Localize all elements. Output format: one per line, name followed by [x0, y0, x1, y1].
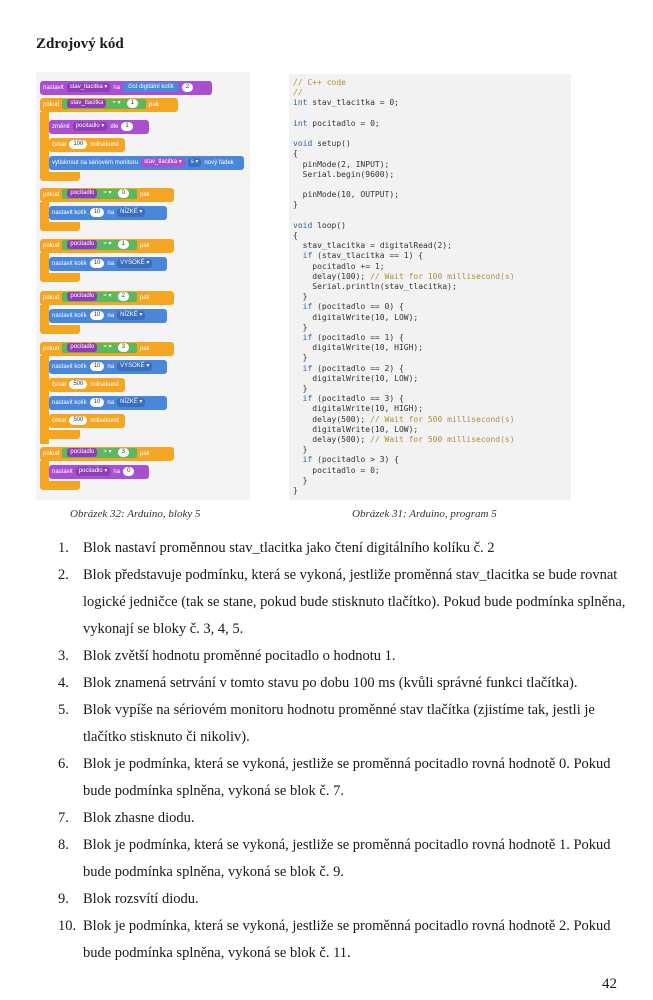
if-block[interactable]: pokud pocitadlo = ▾ 3 pak — [40, 342, 174, 356]
list-item — [58, 643, 628, 670]
if-block-footer — [40, 481, 80, 490]
wait-block[interactable]: čekat 500 milisekund — [49, 414, 125, 428]
if-block-footer — [40, 325, 80, 334]
list-item-number: 10. — [58, 918, 77, 934]
code-line: int pocitadlo = 0; — [293, 118, 380, 128]
if-block-arm — [40, 253, 49, 273]
code-figure — [289, 74, 571, 500]
code-line: if (pocitadlo == 2) { — [302, 363, 404, 373]
list-item-text: Blok znamená setrvání v tomto stavu po dobu 100 ms (kvůli správné funkci tlačítka). — [83, 675, 578, 691]
code-line: delay(100); // Wait for 100 millisecond(s) — [293, 271, 515, 281]
code-line: digitalWrite(10, LOW); — [293, 424, 419, 434]
page-number: 42 — [602, 976, 617, 992]
code-line: if (pocitadlo == 3) { — [302, 394, 404, 404]
code-line: delay(500); // Wait for 500 millisecond(s) — [293, 414, 515, 424]
set-pin-block[interactable]: nastavit kolík 10 na NÍZKÉ ▾ — [49, 396, 167, 410]
code-line: pocitadlo = 0; — [293, 465, 380, 475]
list-item-number: 6. — [58, 756, 69, 772]
wait-block[interactable]: čekat 500 milisekund — [49, 378, 125, 392]
code-line: pinMode(2, INPUT); — [293, 159, 390, 169]
code-line: if (stav_tlacitka == 1) { — [302, 251, 424, 261]
list-item — [58, 562, 628, 643]
section-heading: Zdrojový kód — [36, 36, 124, 52]
set-pin-block[interactable]: nastavit kolík 10 na VYSOKÉ ▾ — [49, 360, 167, 374]
if-block[interactable]: pokud pocitadlo > ▾ 3 pak — [40, 447, 174, 461]
code-line: { — [293, 149, 298, 159]
list-item-number: 5. — [58, 702, 69, 718]
code-line: void loop() — [293, 220, 346, 230]
list-item-number: 3. — [58, 648, 69, 664]
code-line: delay(500); // Wait for 500 millisecond(s) — [293, 435, 515, 444]
set-pin-block[interactable]: nastavit kolík 10 na VYSOKÉ ▾ — [49, 257, 167, 271]
code-line: stav_tlacitka = digitalRead(2); — [293, 241, 452, 251]
if-block[interactable]: pokud pocitadlo = ▾ 1 pak — [40, 239, 174, 253]
list-item-text: Blok nastaví proměnnou stav_tlacitka jako čtení digitálního kolíku č. 2 — [83, 540, 495, 556]
code-line: } — [293, 200, 298, 210]
if-block[interactable]: pokud stav_tlacitka = ▾ 1 pak — [40, 98, 178, 112]
set-pin-block[interactable]: nastavit kolík 10 na NÍZKÉ ▾ — [49, 309, 167, 323]
code-line: digitalWrite(10, LOW); — [293, 312, 419, 322]
set-pin-block[interactable]: nastavit kolík 10 na NÍZKÉ ▾ — [49, 206, 167, 220]
list-item — [58, 913, 628, 967]
if-block-arm — [40, 202, 49, 222]
code-line: // C++ code — [293, 78, 346, 87]
blocks-figure — [36, 72, 250, 500]
serial-print-block[interactable]: vytisknout na sériovém monitoru stav_tlacitka ▾ s ▾ nový řádek — [49, 156, 244, 170]
code-line: // — [293, 88, 303, 98]
list-item-text: Blok je podmínka, která se vykoná, jestliže se proměnná pocitadlo rovná hodnotě 0. Pokud bude podmínka splněna, vykoná se blok č. 7. — [83, 756, 611, 799]
code-line: } — [293, 292, 308, 302]
code-line: } — [293, 353, 308, 363]
list-item — [58, 886, 628, 913]
wait-block[interactable]: čekat 100 milisekund — [49, 138, 125, 152]
code-figure-caption: Obrázek 31: Arduino, program 5 — [352, 508, 497, 520]
code-line: digitalWrite(10, HIGH); — [293, 343, 424, 353]
list-item-text: Blok je podmínka, která se vykoná, jestliže se proměnná pocitadlo rovná hodnotě 1. Pokud bude podmínka splněna, vykoná se blok č. 9. — [83, 837, 611, 880]
list-item-text: Blok rozsvítí diodu. — [83, 891, 199, 907]
list-item — [58, 535, 628, 562]
list-item — [58, 670, 628, 697]
description-list — [58, 535, 628, 967]
code-line: { — [293, 231, 298, 240]
code-line: } — [293, 445, 308, 455]
code-line: pinMode(10, OUTPUT); — [293, 190, 399, 200]
list-item — [58, 751, 628, 805]
set-variable-block[interactable]: nastavit stav_tlacitka ▾ na číst digitální kolík 2 — [40, 81, 212, 95]
if-block-footer — [40, 222, 80, 231]
list-item-text: Blok je podmínka, která se vykoná, jestliže se proměnná pocitadlo rovná hodnotě 2. Pokud bude podmínka splněna, vykoná se blok č. 11. — [83, 918, 611, 961]
code-line: pocitadlo += 1; — [293, 261, 385, 271]
list-item-number: 8. — [58, 837, 69, 853]
blocks-figure-caption: Obrázek 32: Arduino, bloky 5 — [70, 508, 201, 520]
code-line: } — [293, 475, 308, 485]
code-line: digitalWrite(10, LOW); — [293, 373, 419, 383]
code-line: Serial.println(stav_tlacitka); — [293, 282, 457, 291]
list-item-number: 4. — [58, 675, 69, 691]
code-line: int stav_tlacitka = 0; — [293, 98, 399, 108]
list-item-number: 7. — [58, 810, 69, 826]
change-variable-block[interactable]: změnit pocitadlo ▾ dle 1 — [49, 120, 149, 134]
if-block[interactable]: pokud pocitadlo = ▾ 0 pak — [40, 188, 174, 202]
list-item — [58, 832, 628, 886]
list-item-number: 9. — [58, 891, 69, 907]
list-item-text: Blok zvětší hodnotu proměnné pocitadlo o hodnotu 1. — [83, 648, 396, 664]
if-block-footer — [40, 172, 80, 181]
list-item-text: Blok zhasne diodu. — [83, 810, 195, 826]
list-item — [58, 805, 628, 832]
code-line: if (pocitadlo == 1) { — [302, 333, 404, 342]
set-variable-block[interactable]: nastavit pocitadlo ▾ na 0 — [49, 465, 149, 479]
code-line: } — [293, 384, 308, 393]
if-block-arm — [40, 305, 49, 325]
code-line: if (pocitadlo > 3) { — [302, 455, 399, 465]
code-line: } — [293, 486, 298, 495]
if-block-footer — [40, 430, 80, 439]
code-line: void setup() — [293, 139, 351, 149]
code-line: if (pocitadlo == 0) { — [302, 302, 404, 312]
list-item — [58, 697, 628, 751]
code-line: } — [293, 322, 308, 332]
list-item-number: 2. — [58, 567, 69, 583]
list-item-text: Blok vypíše na sériovém monitoru hodnotu proměnné stav tlačítka (zjistíme tak, jestli je tlačítko stisknuto či nikoliv). — [83, 702, 595, 745]
list-item-number: 1. — [58, 540, 69, 556]
if-block-footer — [40, 273, 80, 282]
if-block-arm — [40, 112, 49, 172]
list-item-text: Blok představuje podmínku, která se vykoná, jestliže proměnná stav_tlacitka se bude rovnat logické jedničce (tak se stane, pokud bude stisknuto tlačítko). Pokud bude podmínka splněna, vykonají se bloky č. 3, 4, 5. — [83, 567, 626, 637]
code-line: digitalWrite(10, HIGH); — [293, 404, 424, 414]
if-block[interactable]: pokud pocitadlo = ▾ 2 pak — [40, 291, 174, 305]
code-line: Serial.begin(9600); — [293, 169, 395, 179]
